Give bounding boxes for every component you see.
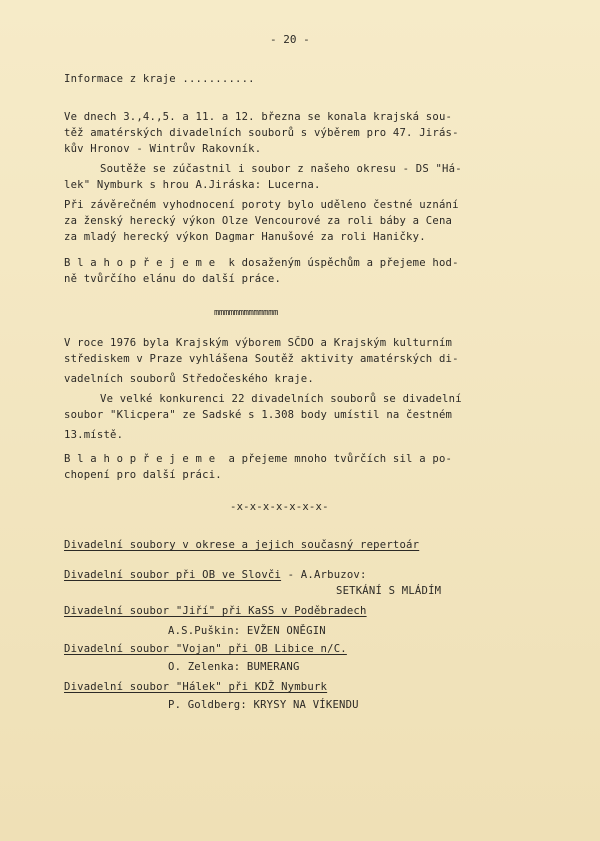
paragraph-line: vadelních souborů Středočeského kraje. <box>64 373 314 385</box>
paragraph-line: těž amatérských divadelních souborů s výběrem pro 47. Jirás- <box>64 127 459 139</box>
section-heading: Informace z kraje ........... <box>64 73 255 85</box>
play-title: P. Goldberg: KRYSY NA VÍKENDU <box>168 699 359 711</box>
ensemble-name: Divadelní soubor "Jiří" při KaSS v Poděbradech <box>64 605 367 617</box>
ensemble-name: Divadelní soubor "Hálek" při KDŽ Nymburk <box>64 681 328 693</box>
paragraph-line: B l a h o p ř e j e m e a přejeme mnoho tvůrčích sil a po- <box>64 453 453 465</box>
paragraph-line: kův Hronov - Wintrův Rakovník. <box>64 143 262 155</box>
separator: mmmmmmmmmmmmm <box>214 308 278 318</box>
play-title: O. Zelenka: BUMERANG <box>168 661 300 673</box>
paragraph-line: lek" Nymburk s hrou A.Jiráska: Lucerna. <box>64 179 321 191</box>
play-title: SETKÁNÍ S MLÁDÍM <box>336 585 442 597</box>
paragraph-line: za ženský herecký výkon Olze Vencourové za roli báby a Cena <box>64 215 453 227</box>
paragraph-line: ně tvůrčího elánu do další práce. <box>64 273 282 285</box>
repertoire-heading: Divadelní soubory v okrese a jejich současný repertoár <box>64 539 420 551</box>
play-title: A.S.Puškin: EVŽEN ONĚGIN <box>168 625 326 637</box>
ensemble-name: Divadelní soubor "Vojan" při OB Libice n/C. <box>64 643 347 655</box>
paragraph-line: 13.místě. <box>64 429 124 441</box>
paragraph-line: Ve velké konkurenci 22 divadelních souborů se divadelní <box>100 393 462 405</box>
paragraph-line: chopení pro další práci. <box>64 469 222 481</box>
repertoire-item <box>64 568 367 582</box>
separator: -x-x-x-x-x-x-x- <box>230 501 329 513</box>
page-number: - 20 - <box>270 33 310 46</box>
paragraph-line: B l a h o p ř e j e m e k dosaženým úspěchům a přejeme hod- <box>64 257 459 269</box>
ensemble-name: Divadelní soubor při OB ve Slovči <box>64 569 282 581</box>
paragraph-line: Ve dnech 3.,4.,5. a 11. a 12. března se konala krajská sou- <box>64 111 453 123</box>
paragraph-line: střediskem v Praze vyhlášena Soutěž aktivity amatérských di- <box>64 353 459 365</box>
paragraph-line: soubor "Klicpera" ze Sadské s 1.308 body umístil na čestném <box>64 409 453 421</box>
paragraph-line: Při závěrečném vyhodnocení poroty bylo uděleno čestné uznání <box>64 199 459 211</box>
paragraph-line: Soutěže se zúčastnil i soubor z našeho okresu - DS "Há- <box>100 163 462 175</box>
paragraph-line: za mladý herecký výkon Dagmar Hanušové za roli Haničky. <box>64 231 426 243</box>
play-author: - A.Arbuzov: <box>281 569 367 581</box>
paragraph-line: V roce 1976 byla Krajským výborem SČDO a Krajským kulturním <box>64 337 453 349</box>
